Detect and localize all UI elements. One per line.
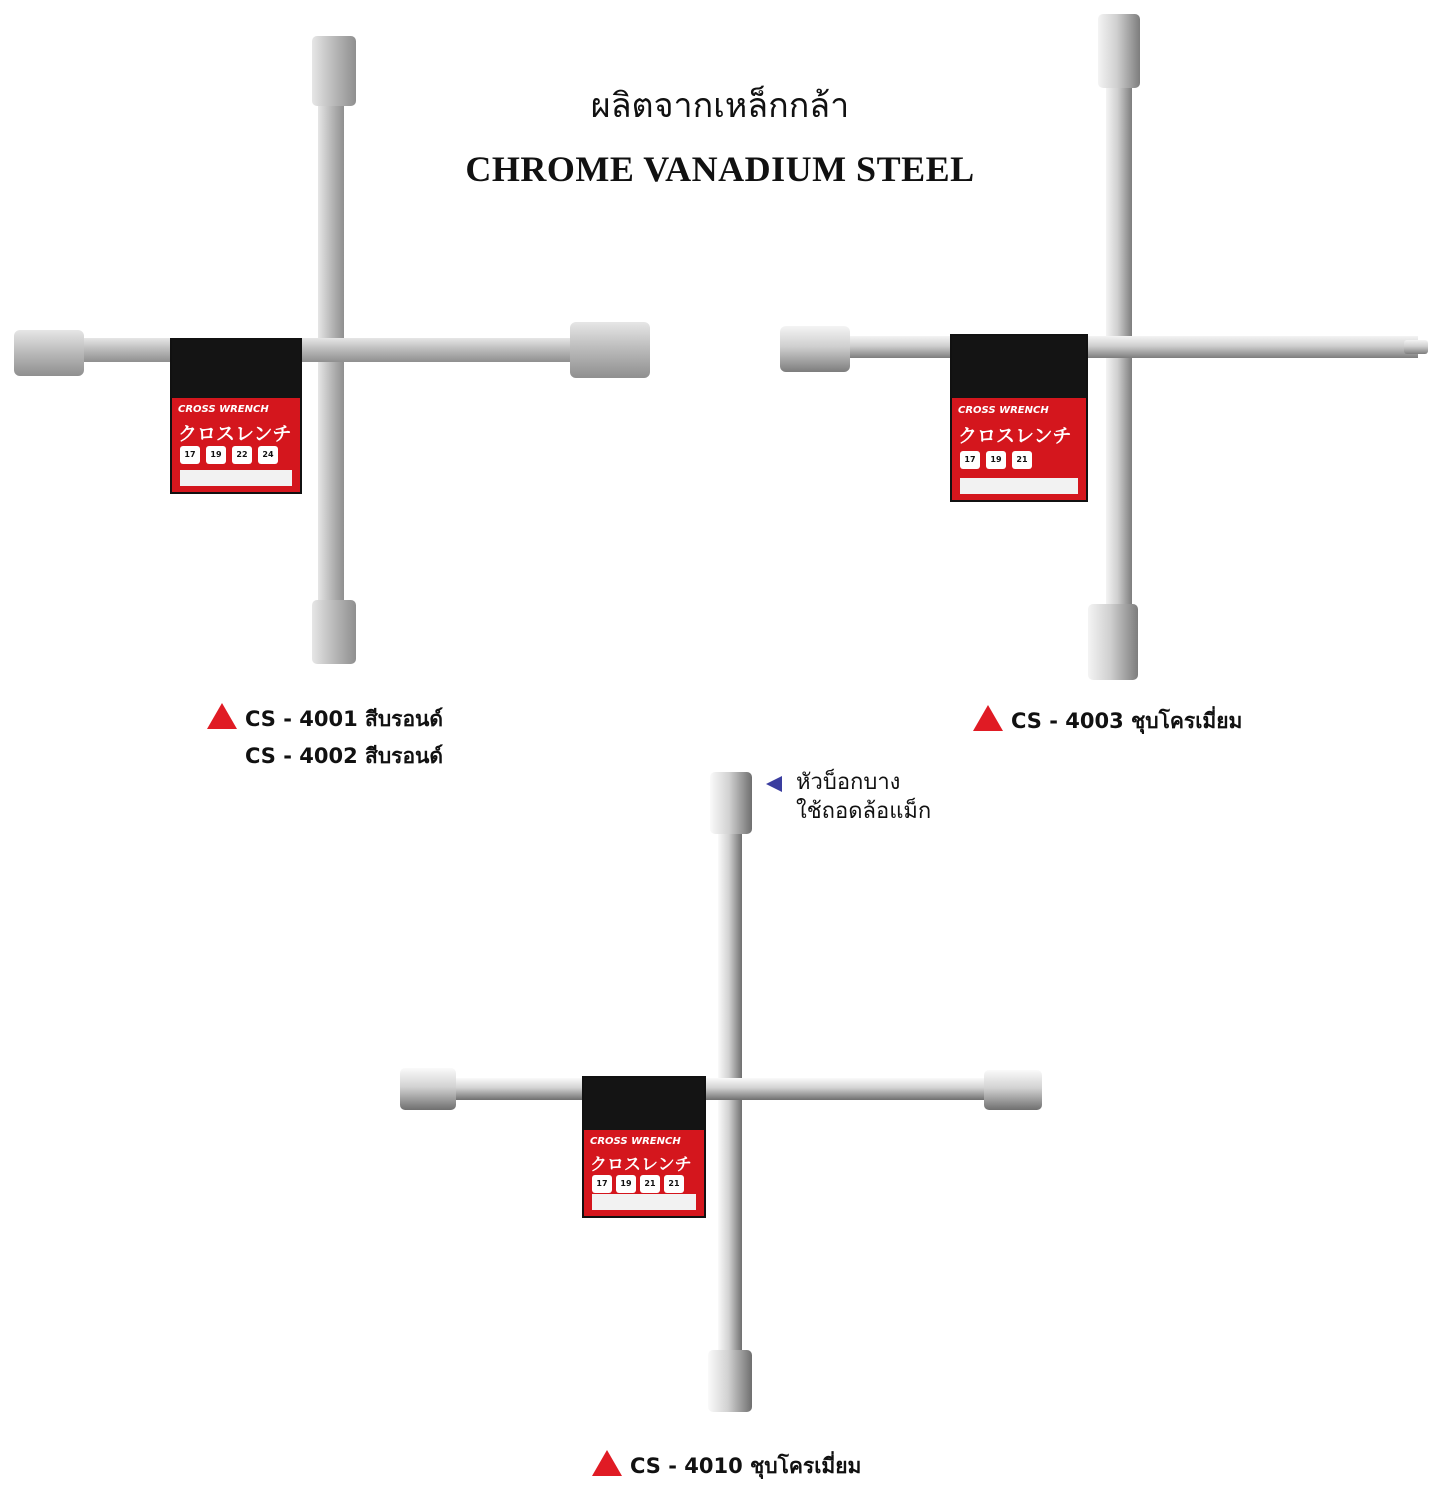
label-spec-strip [960,478,1078,494]
label-product-name: クロスレンチ [178,423,292,446]
label-brand: CROSS WRENCH [590,1135,681,1147]
product-caption: CS - 4001 สีบรอนด์ CS - 4002 สีบรอนด์ [207,703,443,773]
feature-callout: หัวบ็อกบาง ใช้ถอดล้อแม็ก [766,768,931,826]
label-brand: CROSS WRENCH [178,403,269,415]
headline-english: CHROME VANADIUM STEEL [465,149,975,189]
product-caption: CS - 4003 ชุบโครเมี่ยม [973,705,1242,738]
product-cs-4001 [0,0,720,768]
product-cs-4010 [0,760,1440,1508]
cross-wrench-image [0,760,1440,1430]
product-caption: CS - 4010 ชุบโครเมี่ยม [592,1450,861,1483]
label-sizes [180,446,278,464]
packaging-label [170,338,302,494]
size-badge: 24 [258,446,278,464]
packaging-label [582,1076,706,1218]
size-badge: 19 [986,451,1006,469]
label-spec-strip [592,1194,696,1210]
label-spec-strip [180,470,292,486]
size-badge: 17 [592,1175,612,1193]
size-badge: 19 [206,446,226,464]
cross-wrench-image [0,0,720,680]
size-badge: 21 [640,1175,660,1193]
size-badge: 21 [664,1175,684,1193]
label-product-name: クロスレンチ [958,425,1072,448]
size-badge: 21 [1012,451,1032,469]
red-triangle-icon [973,705,1003,731]
label-sizes [592,1175,684,1193]
label-product-name: クロスレンチ [590,1154,692,1175]
size-badge: 19 [616,1175,636,1193]
size-badge: 22 [232,446,252,464]
size-badge: 17 [960,451,980,469]
label-sizes [960,451,1032,469]
headline-thai: ผลิตจากเหล็กกล้า [590,86,850,126]
product-cs-4003 [720,0,1440,760]
red-triangle-icon [207,703,237,729]
size-badge: 17 [180,446,200,464]
label-brand: CROSS WRENCH [958,404,1049,416]
blue-arrow-icon [766,776,782,792]
packaging-label [950,334,1088,502]
red-triangle-icon [592,1450,622,1476]
